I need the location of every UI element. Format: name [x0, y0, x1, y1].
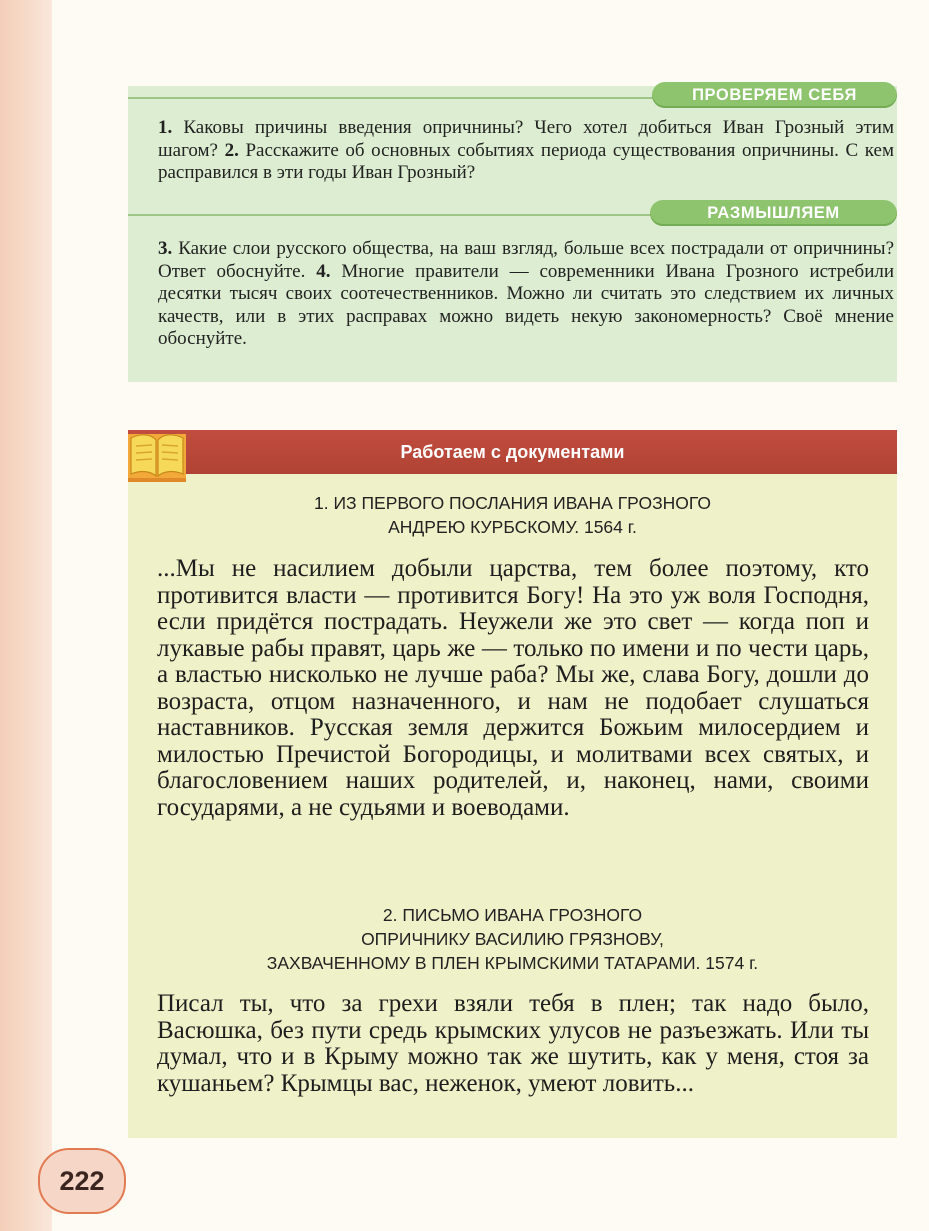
section-divider — [128, 97, 668, 99]
heading-line: АНДРЕЮ КУРБСКОМУ. 1564 г. — [388, 517, 637, 537]
heading-line: 2. ПИСЬМО ИВАНА ГРОЗНОГО — [382, 905, 643, 925]
heading-line: 1. ИЗ ПЕРВОГО ПОСЛАНИЯ ИВАНА ГРОЗНОГО — [314, 493, 711, 513]
document-1-heading — [150, 491, 875, 539]
check-yourself-questions — [158, 117, 894, 185]
documents-title: Работаем с документами — [400, 441, 625, 462]
question-text: Какие слои русского общества, на ваш взгляд, больше всех пострадали от опричнины? Ответ обоснуйте. — [158, 238, 894, 282]
heading-line: ОПРИЧНИКУ ВАСИЛИЮ ГРЯЗНОВУ, — [361, 929, 664, 949]
page-margin-strip — [0, 0, 52, 1231]
question-text: Многие правители — современники Ивана Грозного истребили десятки тысяч своих соотечественников. Можно ли считать это следствием их личных качеств, или в этих расправах можно видеть некую закономерность? Своё мнение обоснуйте. — [158, 260, 895, 349]
heading-line: ЗАХВАЧЕННОМУ В ПЛЕН КРЫМСКИМИ ТАТАРАМИ. 1574 г. — [266, 953, 759, 973]
question-number: 2. — [224, 139, 239, 161]
section-divider — [128, 214, 668, 216]
question-text: Расскажите об основных событиях периода существования опричнины. С кем расправился в эти годы Иван Грозный? — [158, 139, 895, 183]
reflect-questions — [158, 238, 894, 351]
document-2-text: Писал ты, что за грехи взяли тебя в плен; так надо было, Васюшка, без пути средь крымских улусов не разъезжать. Или ты думал, что и в Крыму можно так же шутить, как у меня, стоя за кушаньем? Крымцы вас, неженок, умеют ловить... — [157, 990, 869, 1097]
question-number: 1. — [158, 117, 173, 138]
check-yourself-label: ПРОВЕРЯЕМ СЕБЯ — [652, 82, 897, 108]
document-1-text: ...Мы не насилием добыли царства, тем более поэтому, кто противится власти — противится Богу! На это уж воля Господня, если придётся пострадать. Неужели же это свет — когда поп и лукавые рабы правят, царь же — только по имени и по чести царь, а властью нисколько не лучше раба? Мы же, слава Богу, дошли до возраста, отцом назначенного, и нам не подобает слушаться наставников. Русская земля держится Божьим милосердием и милостью Пречистой Богородицы, и молитвами всех святых, и благословением наших родителей, и, наконец, нами, своими государями, а не судьями и воеводами. — [157, 555, 869, 821]
reflect-label: РАЗМЫШЛЯЕМ — [650, 200, 897, 226]
open-book-icon — [126, 424, 188, 486]
question-number: 3. — [158, 238, 173, 259]
question-number: 4. — [316, 260, 331, 282]
question-text: Каковы причины введения опричнины? Чего хотел добиться Иван Грозный этим шагом? — [158, 117, 894, 161]
document-2-heading — [150, 903, 875, 975]
page-number: 222 — [38, 1148, 126, 1214]
